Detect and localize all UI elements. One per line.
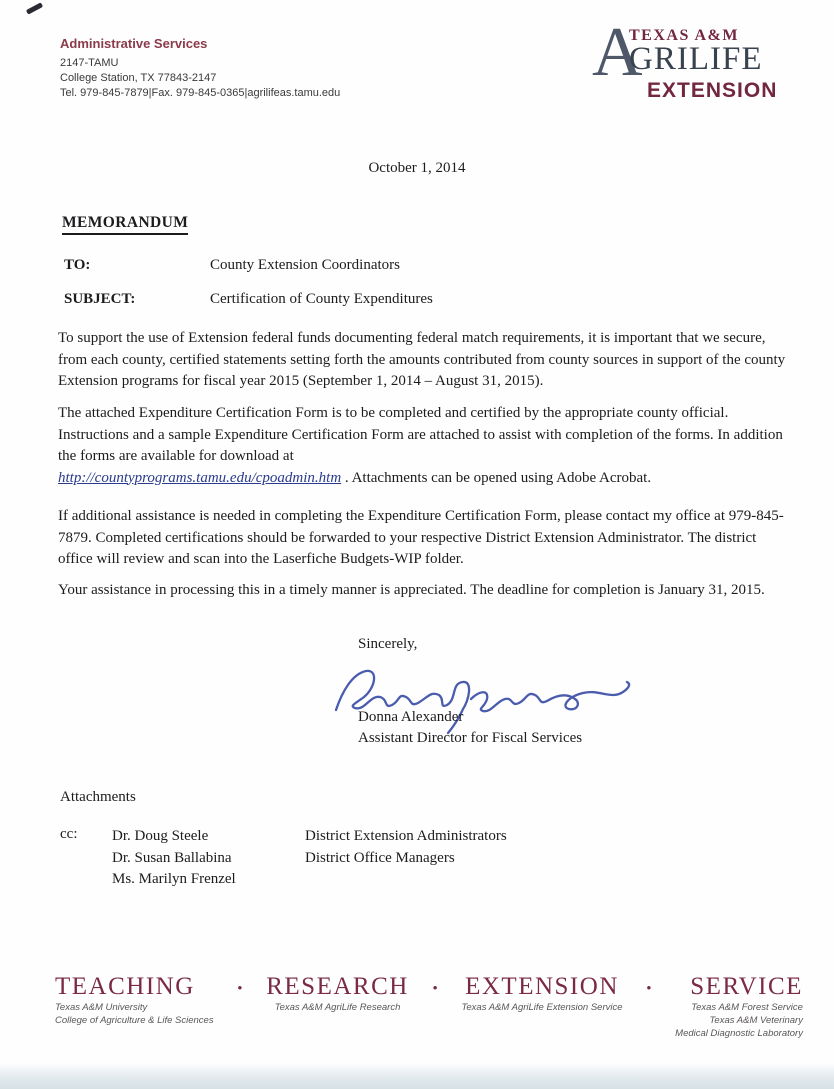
scan-artifact-mark [26, 2, 43, 14]
paragraph-2-tail: . Attachments can be opened using Adobe Acrobat. [341, 469, 652, 486]
memo-to-row [64, 257, 784, 274]
scan-edge-strip [0, 1063, 834, 1089]
footer-sub-line: Texas A&M Forest Service [691, 1001, 803, 1013]
attachments-label: Attachments [60, 789, 136, 805]
footer-sub-line: Texas A&M AgriLife Research [274, 1001, 401, 1013]
footer-research-column [266, 973, 409, 1014]
sender-address-line: 2147-TAMU [60, 57, 119, 69]
cc-names-list [112, 826, 236, 891]
footer-word-extension: EXTENSION [465, 973, 619, 1000]
footer-service-column [675, 973, 803, 1040]
signer-name: Donna Alexander [358, 709, 464, 725]
signer-title: Assistant Director for Fiscal Services [358, 730, 583, 746]
cc-groups-list [305, 826, 507, 869]
salutation: Sincerely, [358, 636, 418, 652]
sender-address-line: College Station, TX 77843-2147 [60, 72, 217, 84]
body-paragraph-3: If additional assistance is needed in completing the Expenditure Certification Form, please contact my office at 979-845-7879. Completed certifications should be forwarded to your respective District Extension Administrator. The district office will review and scan into the Laserfiche Budgets-WIP folder. [58, 508, 784, 567]
memo-date: October 1, 2014 [368, 160, 466, 176]
sender-department: Administrative Services [60, 36, 208, 51]
sender-contact-line: Tel. 979-845-7879|Fax. 979-845-0365|agrilifeas.tamu.edu [60, 87, 341, 99]
footer-extension-column [461, 973, 622, 1014]
footer-sub-line: Medical Diagnostic Laboratory [675, 1027, 803, 1039]
cc-name: Ms. Marilyn Frenzel [112, 871, 236, 887]
cc-group: District Office Managers [305, 849, 455, 866]
footer-word-service: SERVICE [690, 973, 803, 1000]
footer-bullet-icon: • [237, 981, 243, 997]
body-paragraph-2 [58, 403, 790, 489]
logo-agrilife-text: GRILIFE [629, 41, 763, 77]
memo-subject-row [64, 291, 784, 308]
sender-address-block [60, 36, 340, 101]
logo-extension-text: EXTENSION [647, 79, 778, 102]
cc-name: Dr. Doug Steele [112, 828, 209, 844]
footer-sub-line: Texas A&M Veterinary [709, 1014, 803, 1026]
agrilife-extension-logo [592, 14, 802, 106]
body-paragraph-4: Your assistance in processing this in a timely manner is appreciated. The deadline for completion is January 31, 2015. [58, 582, 765, 598]
footer-teaching-column [55, 973, 214, 1027]
cc-label: cc: [60, 826, 78, 842]
to-label: TO: [64, 257, 91, 273]
cc-group: District Extension Administrators [305, 828, 507, 844]
agency-footer [55, 973, 803, 1040]
logo-texas-am-text: TEXAS A&M [629, 27, 739, 44]
footer-bullet-icon: • [646, 981, 652, 997]
footer-sub-line: Texas A&M AgriLife Extension Service [461, 1001, 623, 1013]
to-value: County Extension Coordinators [210, 257, 400, 273]
memo-title: MEMORANDUM [62, 214, 188, 235]
subject-value: Certification of County Expenditures [210, 291, 433, 307]
footer-sub-line: College of Agriculture & Life Sciences [55, 1014, 214, 1026]
cc-name: Dr. Susan Ballabina [112, 849, 232, 866]
cpoadmin-link[interactable]: http://countyprograms.tamu.edu/cpoadmin.htm [58, 469, 342, 486]
footer-word-research: RESEARCH [266, 973, 409, 1000]
body-paragraph-1: To support the use of Extension federal funds documenting federal match requirements, it is important that we secure, from each county, certified statements setting forth the amounts contributed from county sources in support of the county Extension programs for fiscal year 2015 (September 1, 2014 – August 31, 2015). [58, 330, 786, 389]
footer-sub-line: Texas A&M University [55, 1001, 148, 1013]
footer-bullet-icon: • [432, 981, 438, 997]
subject-label: SUBJECT: [64, 291, 136, 307]
paragraph-2-text: The attached Expenditure Certification Form is to be completed and certified by the appropriate county official. Instructions and a sample Expenditure Certification Form are attached to assist with completion of the forms. In addition the forms are available for download at [58, 405, 783, 464]
footer-word-teaching: TEACHING [55, 973, 195, 1000]
logo-big-a-glyph: A [592, 14, 643, 91]
